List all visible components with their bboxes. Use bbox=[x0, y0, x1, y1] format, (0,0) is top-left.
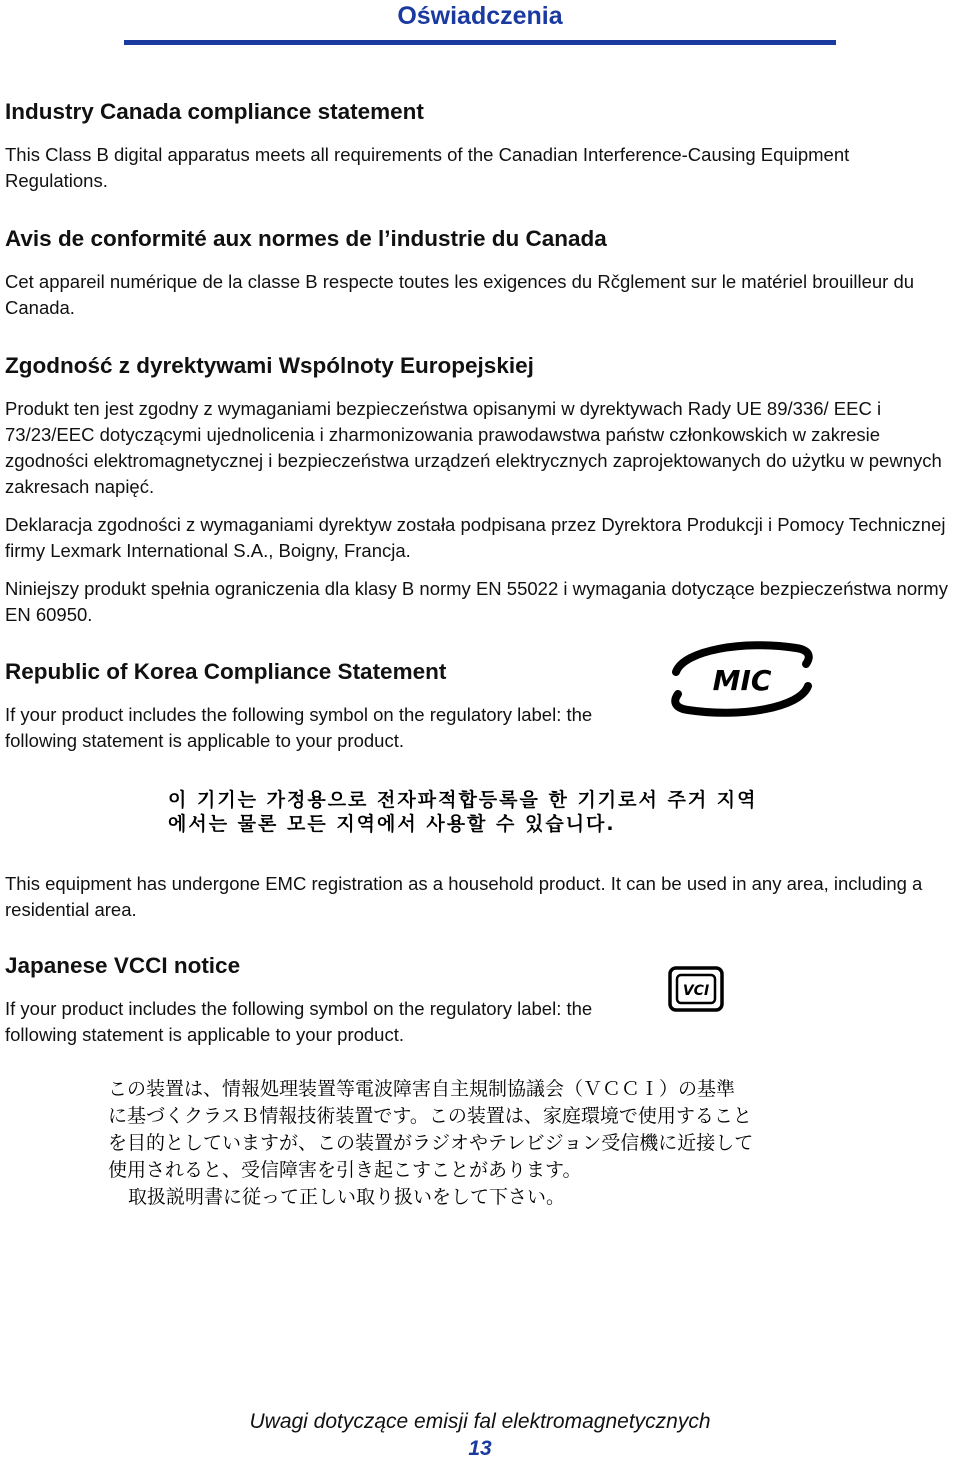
mic-logo-text: MIC bbox=[712, 664, 772, 697]
section-heading: Zgodność z dyrektywami Wspólnoty Europejskiej bbox=[5, 353, 534, 378]
section-japan-vcci bbox=[5, 952, 955, 1048]
header-rule bbox=[124, 40, 836, 45]
page-number: 13 bbox=[468, 1437, 492, 1460]
japanese-line: に基づくクラスＢ情報技術装置です。この装置は、家庭環境で使用すること bbox=[108, 1105, 752, 1127]
section-heading: Industry Canada compliance statement bbox=[5, 99, 424, 124]
eu-paragraph-2: Deklaracja zgodności z wymaganiami dyrektyw została podpisana przez Dyrektora Produkcji i Pomocy Technicznej firmy Lexmark International S.A., Boigny, Francja. bbox=[5, 514, 946, 561]
section-body: This Class B digital apparatus meets all requirements of the Canadian Interference-Causing Equipment Regulations. bbox=[5, 144, 850, 191]
japanese-statement bbox=[108, 1076, 848, 1211]
section-industry-canada bbox=[5, 98, 955, 194]
japanese-line: を目的としていますが、この装置がラジオやテレビジョン受信機に近接して bbox=[108, 1132, 754, 1154]
japanese-line: この装置は、情報処理装置等電波障害自主規制協議会（ＶＣＣＩ）の基準 bbox=[108, 1078, 736, 1100]
section-heading: Republic of Korea Compliance Statement bbox=[5, 659, 447, 684]
korean-line: 이 기기는 가정용으로 전자파적합등록을 한 기기로서 주거 지역 bbox=[168, 789, 758, 811]
japanese-line: 取扱説明書に従って正しい取り扱いをして下さい。 bbox=[128, 1186, 566, 1208]
section-eu-compliance bbox=[5, 352, 955, 628]
section-heading: Avis de conformité aux normes de l’industrie du Canada bbox=[5, 226, 607, 251]
japan-intro: If your product includes the following symbol on the regulatory label: the following statement is applicable to your product. bbox=[5, 998, 593, 1045]
section-heading: Japanese VCCI notice bbox=[5, 953, 241, 978]
vcci-logo bbox=[668, 966, 724, 1017]
section-body: Cet appareil numérique de la classe B respecte toutes les exigences du Rčglement sur le matériel brouilleur du Canada. bbox=[5, 271, 915, 318]
korea-translation bbox=[5, 871, 955, 923]
korea-translation-text: This equipment has undergone EMC registration as a household product. It can be used in any area, including a residential area. bbox=[5, 873, 923, 920]
page-header-title: Oświadczenia bbox=[397, 2, 563, 30]
japanese-line: 使用されると、受信障害を引き起こすことがあります。 bbox=[108, 1159, 582, 1181]
footer-title: Uwagi dotyczące emisji fal elektromagnetycznych bbox=[249, 1410, 711, 1433]
vcci-logo-text: VCI bbox=[682, 983, 710, 999]
eu-paragraph-3: Niniejszy produkt spełnia ograniczenia dla klasy B normy EN 55022 i wymagania dotyczące bezpieczeństwa normy EN 60950. bbox=[5, 578, 948, 625]
eu-paragraph-1: Produkt ten jest zgodny z wymaganiami bezpieczeństwa opisanymi w dyrektywach Rady UE 89/336/ EEC i 73/23/EEC dotyczącymi ujednolicenia i zharmonizowania prawodawstwa państw członkowskich w zakresie zgodności elektromagnetycznej i bezpieczeństwa urządzeń elektrycznych zaprojektowanych do użytku w pewnych zakresach napięć. bbox=[5, 398, 942, 497]
korea-intro: If your product includes the following symbol on the regulatory label: the following statement is applicable to your product. bbox=[5, 704, 593, 751]
korean-line: 에서는 물론 모든 지역에서 사용할 수 있습니다. bbox=[168, 813, 616, 835]
mic-logo bbox=[670, 640, 814, 723]
section-avis-canada bbox=[5, 225, 955, 321]
korean-statement bbox=[168, 788, 808, 836]
